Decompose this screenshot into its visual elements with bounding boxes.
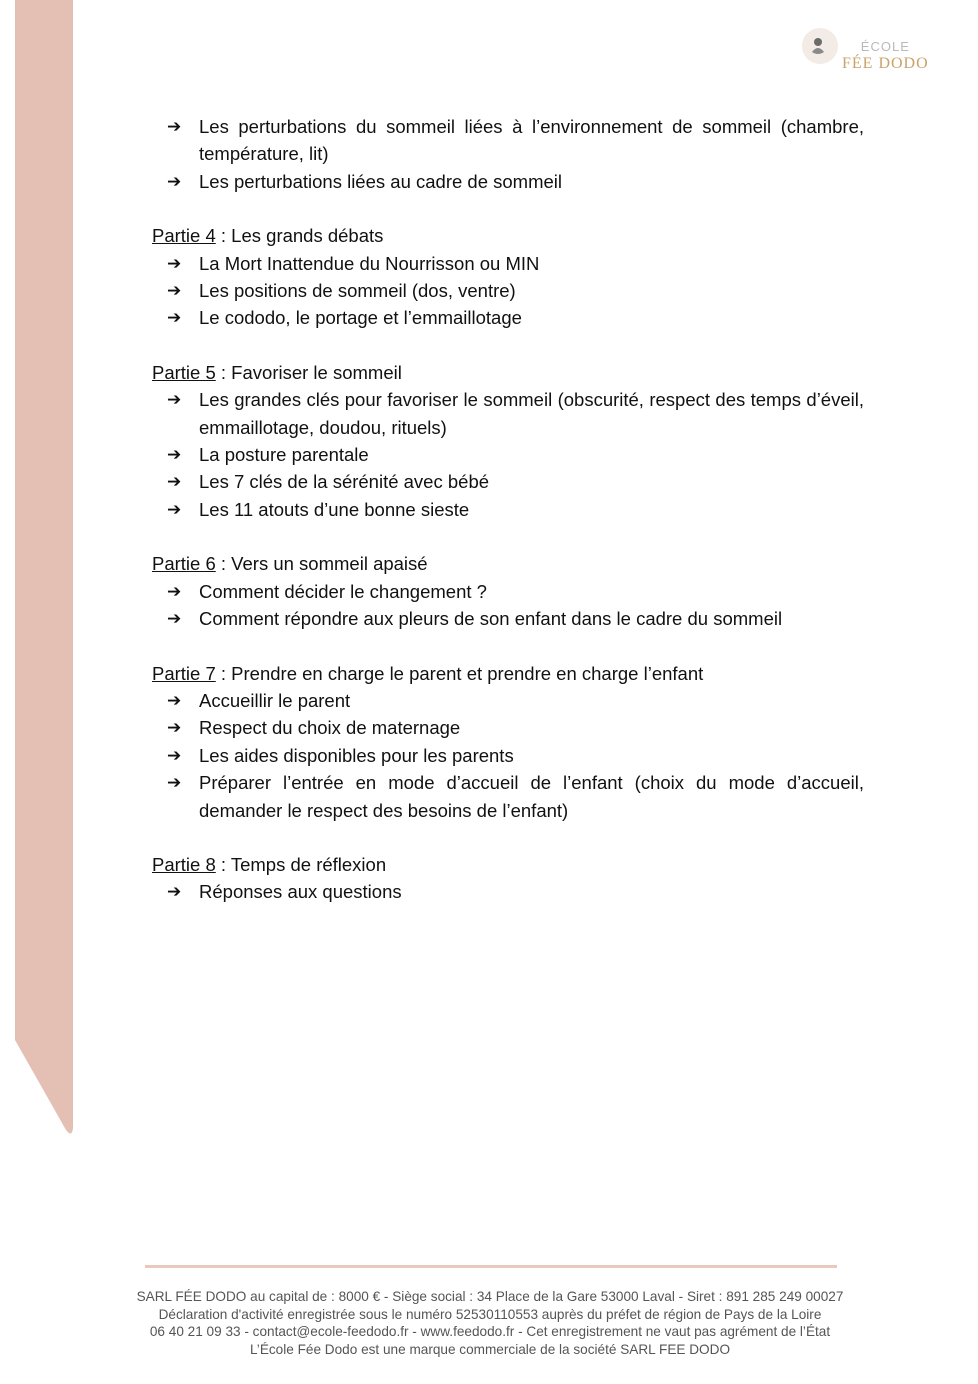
moon-fairy-icon xyxy=(798,24,838,76)
arrow-bullet-icon: ➔ xyxy=(167,609,182,629)
arrow-bullet-icon: ➔ xyxy=(167,690,182,710)
section-list xyxy=(152,386,864,523)
list-item: ➔ Les perturbations du sommeil liées à l’environnement de sommeil (chambre, température, lit) xyxy=(152,113,864,168)
list-item: ➔ Les aides disponibles pour les parents xyxy=(152,742,864,769)
arrow-bullet-icon: ➔ xyxy=(167,445,182,465)
list-item: ➔ Réponses aux questions xyxy=(152,878,864,905)
list-item: ➔ Accueillir le parent xyxy=(152,687,864,714)
arrow-bullet-icon: ➔ xyxy=(167,773,182,793)
program-content xyxy=(152,113,864,906)
arrow-bullet-icon: ➔ xyxy=(167,472,182,492)
logo-line-ecole: ÉCOLE xyxy=(860,39,910,54)
list-item: ➔ Les perturbations liées au cadre de sommeil xyxy=(152,168,864,195)
arrow-bullet-icon: ➔ xyxy=(167,117,182,136)
school-logo xyxy=(798,24,948,80)
section-heading: Partie 8 : Temps de réflexion xyxy=(152,853,387,875)
section-partie-4 xyxy=(152,222,864,332)
list-item: ➔ La posture parentale xyxy=(152,441,864,468)
section-list xyxy=(152,878,864,905)
list-item: ➔ Les 7 clés de la sérénité avec bébé xyxy=(152,468,864,495)
list-item: ➔ Les grandes clés pour favoriser le sommeil (obscurité, respect des temps d’éveil, emmaillotage, doudou, rituels) xyxy=(152,386,864,441)
list-item: ➔ La Mort Inattendue du Nourrisson ou MIN xyxy=(152,250,864,277)
footer xyxy=(40,1288,940,1358)
footer-company-info: SARL FÉE DODO au capital de : 8000 € - Siège social : 34 Place de la Gare 53000 Laval - Siret : 891 285 249 00027 xyxy=(136,1289,844,1304)
arrow-bullet-icon: ➔ xyxy=(167,745,182,765)
arrow-bullet-icon: ➔ xyxy=(167,718,182,738)
footer-divider xyxy=(145,1265,837,1268)
section-list xyxy=(152,687,864,824)
section-heading: Partie 7 : Prendre en charge le parent et prendre en charge l’enfant xyxy=(152,662,704,684)
section-heading: Partie 6 : Vers un sommeil apaisé xyxy=(152,553,428,575)
footer-declaration: Déclaration d'activité enregistrée sous le numéro 52530110553 auprès du préfet de région de Pays de la Loire xyxy=(158,1306,822,1322)
list-item: ➔ Comment répondre aux pleurs de son enfant dans le cadre du sommeil xyxy=(152,605,864,632)
section-partie-5 xyxy=(152,359,864,523)
footer-contact: 06 40 21 09 33 - contact@ecole-feedodo.fr - www.feedodo.fr - Cet enregistrement ne vaut pas agrément de l’État xyxy=(149,1324,831,1340)
section-heading: Partie 5 : Favoriser le sommeil xyxy=(152,361,402,383)
section-heading: Partie 4 : Les grands débats xyxy=(152,225,384,247)
arrow-bullet-icon: ➔ xyxy=(167,581,182,601)
list-item: ➔ Respect du choix de maternage xyxy=(152,714,864,741)
list-item: ➔ Les 11 atouts d’une bonne sieste xyxy=(152,496,864,523)
arrow-bullet-icon: ➔ xyxy=(167,499,182,519)
arrow-bullet-icon: ➔ xyxy=(167,882,182,902)
arrow-bullet-icon: ➔ xyxy=(167,253,182,273)
list-item: ➔ Préparer l’entrée en mode d’accueil de l’enfant (choix du mode d’accueil, demander le respect des besoins de l’enfant) xyxy=(152,769,864,824)
list-item: ➔ Le cododo, le portage et l’emmaillotage xyxy=(152,304,864,331)
section-list xyxy=(152,578,864,633)
arrow-bullet-icon: ➔ xyxy=(167,308,182,328)
arrow-bullet-icon: ➔ xyxy=(167,390,182,410)
section-partie-8 xyxy=(152,851,864,906)
section-partie-7 xyxy=(152,660,864,824)
arrow-bullet-icon: ➔ xyxy=(167,281,182,301)
section-list xyxy=(152,250,864,332)
section-partie-6 xyxy=(152,550,864,632)
list-item: ➔ Les positions de sommeil (dos, ventre) xyxy=(152,277,864,304)
footer-trademark: L’École Fée Dodo est une marque commerciale de la société SARL FEE DODO xyxy=(249,1341,731,1357)
logo-line-fee-dodo: FÉE DODO xyxy=(842,55,929,72)
list-item: ➔ Comment décider le changement ? xyxy=(152,578,864,605)
intro-list xyxy=(152,113,864,195)
decorative-ribbon xyxy=(0,0,90,1140)
arrow-bullet-icon: ➔ xyxy=(167,171,182,191)
